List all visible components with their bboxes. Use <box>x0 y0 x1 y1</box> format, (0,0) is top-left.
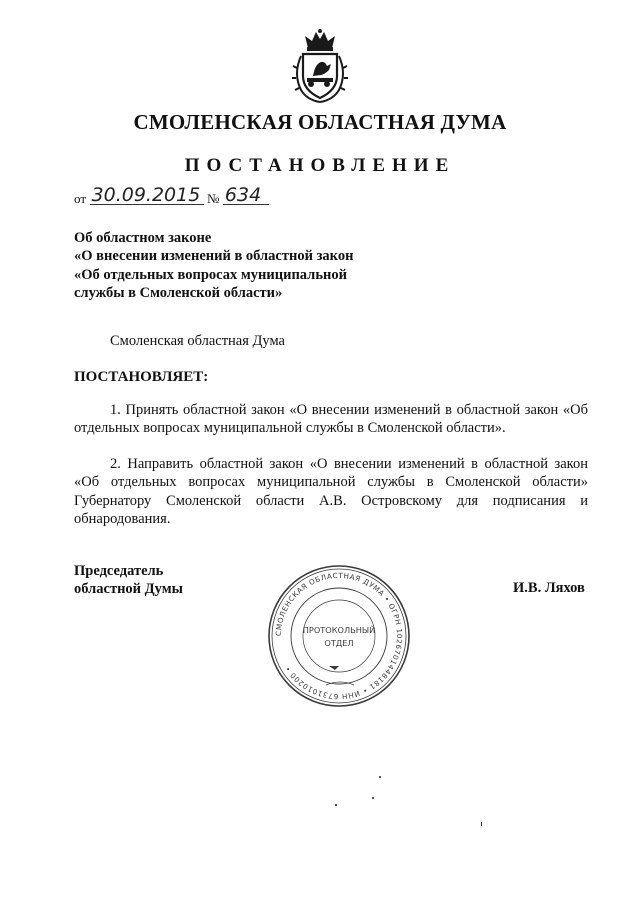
decree-heading: ПОСТАНОВЛЯЕТ: <box>74 369 209 385</box>
handwritten-date: 30.09.2015 <box>90 186 204 205</box>
scan-speck <box>372 797 374 799</box>
paragraph-2: 2. Направить областной закон «О внесении изменений в областной закон «Об отдельных вопросах муниципальной службы в Смоленской области» Губернатору Смоленской области А.В. Островскому для подписания и обнародования. <box>74 456 588 527</box>
official-stamp <box>266 563 412 709</box>
subject-line: Об областном законе <box>74 230 212 246</box>
scan-speck <box>481 822 482 826</box>
number-label: № <box>207 191 220 206</box>
signer-title <box>74 562 183 599</box>
date-number-line <box>74 186 269 207</box>
subject-line: службы в Смоленской области» <box>74 284 283 301</box>
scan-speck <box>379 776 381 778</box>
stamp-center-line: ПРОТОКОЛЬНЫЙ <box>302 625 376 635</box>
organization-title: СМОЛЕНСКАЯ ОБЛАСТНАЯ ДУМА <box>133 110 507 134</box>
document-type-title: ПОСТАНОВЛЕНИЕ <box>184 155 456 176</box>
from-label: от <box>74 191 87 206</box>
intro-text: Смоленская областная Дума <box>110 333 285 349</box>
stamp-ring-text: СМОЛЕНСКАЯ ОБЛАСТНАЯ ДУМА • ОГРН 1026701448181 • ИНН 6731010200 • <box>273 570 405 702</box>
document-subject <box>74 229 353 302</box>
signer-title-line: областной Думы <box>74 581 183 598</box>
signer-title-line: Председатель <box>74 563 164 579</box>
subject-line: «О внесении изменений в областной закон <box>74 248 354 265</box>
scan-speck <box>335 804 337 806</box>
handwritten-number: 634 <box>223 186 269 205</box>
stamp-center-line: ОТДЕЛ <box>324 638 354 648</box>
svg-text:СМОЛЕНСКАЯ ОБЛАСТНАЯ ДУМА • ОГ <box>274 571 404 701</box>
coat-of-arms-emblem <box>291 28 349 104</box>
paragraph-1: 1. Принять областной закон «О внесении изменений в областной закон «Об отдельных вопросах муниципальной службы в Смоленской области». <box>74 402 588 437</box>
signer-name: И.В. Ляхов <box>513 580 585 596</box>
subject-line: «Об отдельных вопросах муниципальной <box>74 266 347 283</box>
